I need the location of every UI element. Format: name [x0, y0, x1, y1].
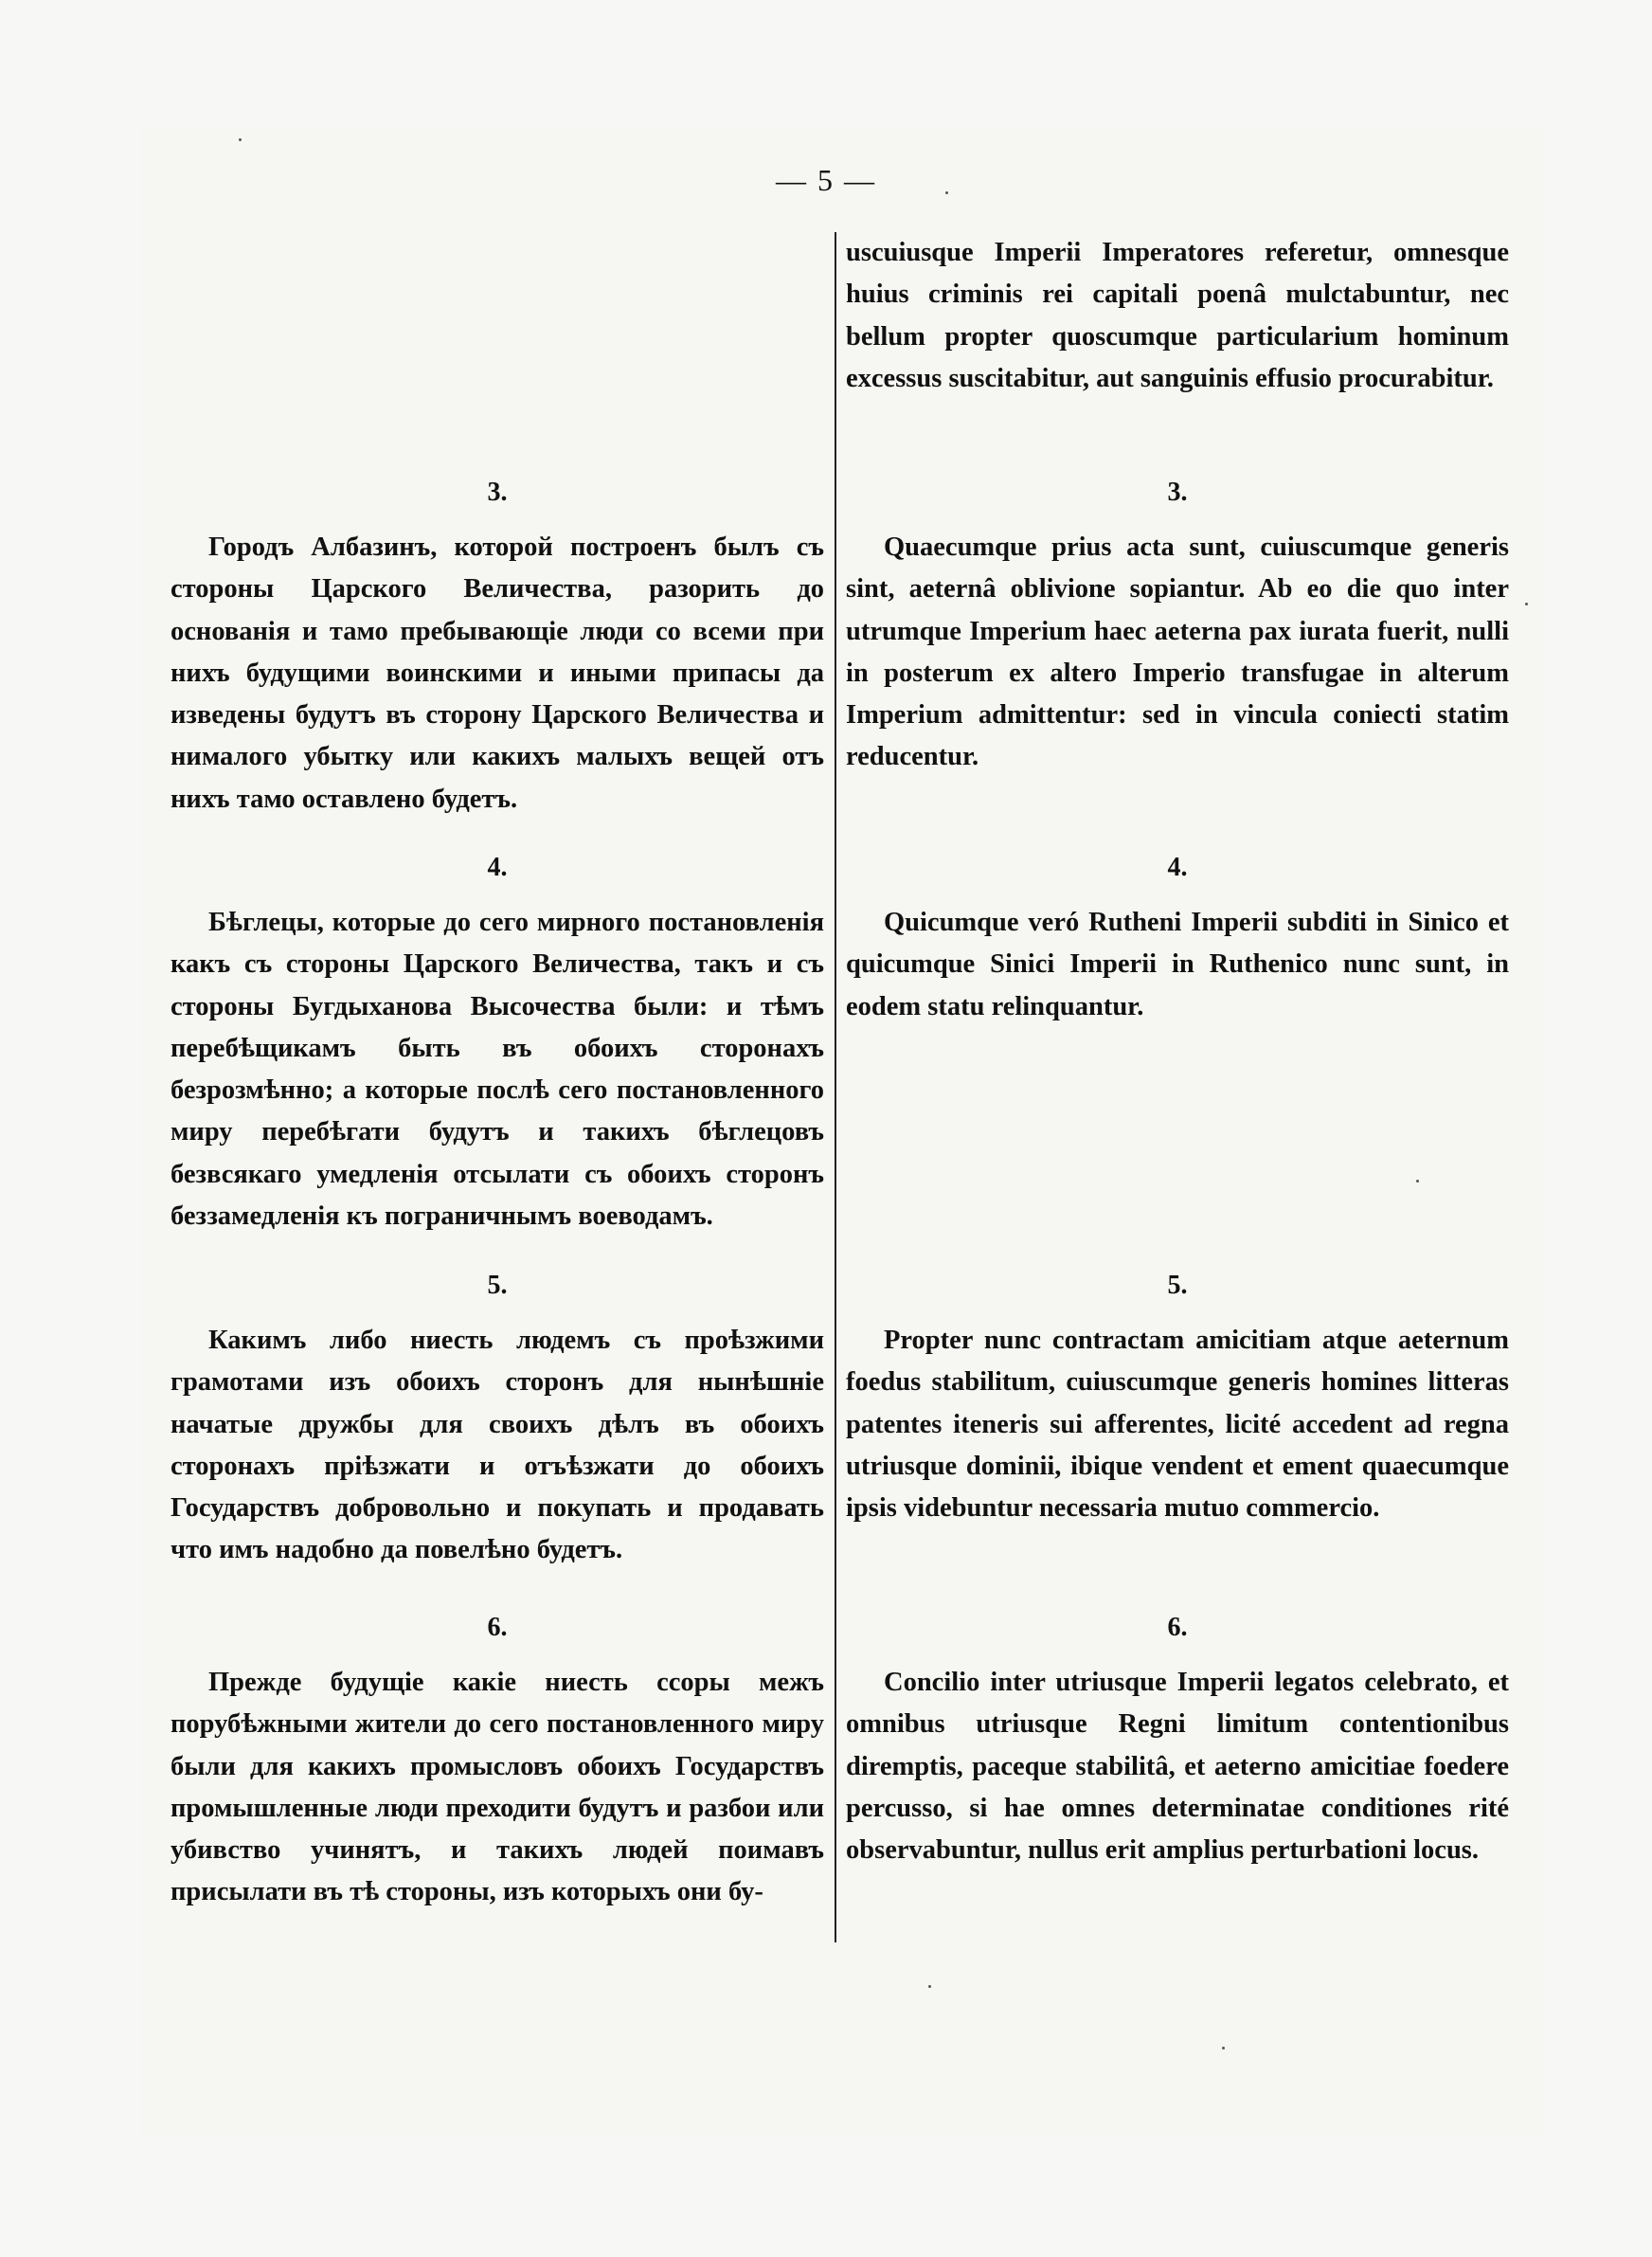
section-text: Concilio inter utriusque Imperii legatos celebrato, et omnibus utriusque Regni limitum contentionibus diremptis, paceque stabilitâ, et aeterno amicitiae foedere percusso, si hae omnes determinatae conditiones rité observabuntur, nullus erit amplius perturbationi locus. — [846, 1668, 1509, 1866]
scan-speck — [1525, 603, 1528, 605]
right-continuation — [846, 232, 1509, 400]
right-section-3 — [846, 472, 1509, 779]
section-number: 4. — [487, 853, 508, 882]
left-section-3 — [171, 472, 824, 821]
scan-speck — [1222, 2047, 1225, 2049]
left-section-5 — [171, 1265, 824, 1572]
section-text: Городъ Албазинъ, которой построенъ былъ съ стороны Царского Величества, разорить до основанія и тамо пребывающіе люди со всеми при нихъ будущими воинскими и иными припасы да изведены будутъ въ сторону Царского Величества и нималого убытку или какихъ малыхъ вещей отъ нихъ тамо оставлено будетъ. — [171, 533, 824, 814]
right-section-5 — [846, 1265, 1509, 1529]
section-text: Quaecumque prius acta sunt, cuiuscumque generis sint, aeternâ oblivione sopiantur. Ab eo die quo inter utrumque Imperium haec aeterna pax iurata fuerit, nulli in posterum ex altero Imperio transfugae in alterum Imperium admittentur: sed in vincula coniecti statim reducentur. — [846, 533, 1509, 772]
left-section-6 — [171, 1607, 824, 1914]
scan-speck — [945, 191, 948, 194]
section-text: Прежде будущіе какіе ниесть ссоры межъ порубѣжными жители до сего постановленного миру были для какихъ промысловъ обоихъ Государствъ промышленные люди преходити будутъ и разбои или убивство учинятъ, и такихъ людей поимавъ присылати въ тѣ стороны, изъ которыхъ они бу- — [171, 1668, 824, 1907]
section-text: Какимъ либо ниесть людемъ съ проѣзжими грамотами изъ обоихъ сторонъ для нынѣшніе начатые дружбы для своихъ дѣлъ въ обоихъ сторонахъ пріѣзжати и отъѣзжати до обоихъ Государствъ добровольно и покупать и продавать что имъ надобно да повелѣно будетъ. — [171, 1326, 824, 1565]
scan-speck — [239, 138, 242, 141]
left-section-4 — [171, 847, 824, 1237]
section-number: 6. — [487, 1613, 508, 1642]
column-divider — [835, 232, 836, 1942]
page-number: — 5 — — [776, 163, 876, 197]
section-text: Бѣглецы, которые до сего мирного постановленія какъ съ стороны Царского Величества, такъ и съ стороны Бугдыханова Высочества были: и тѣмъ перебѣщикамъ быть въ обоихъ сторонахъ безрозмѣнно; а которые послѣ сего постановленного миру перебѣгати будутъ и такихъ бѣглецовъ безвсякаго умедленія отсылати съ обоихъ сторонъ беззамедленія къ пограничнымъ воеводамъ. — [171, 908, 824, 1232]
scan-speck — [1416, 1180, 1419, 1183]
scan-speck — [928, 1985, 931, 1988]
section-text: Quicumque veró Rutheni Imperii subditi in Sinico et quicumque Sinici Imperii in Ruthenico nunc sunt, in eodem statu relinquantur. — [846, 908, 1509, 1021]
right-section-4 — [846, 847, 1509, 1028]
section-number: 5. — [1167, 1271, 1188, 1300]
section-number: 4. — [1167, 853, 1188, 882]
section-text: Propter nunc contractam amicitiam atque aeternum foedus stabilitum, cuiuscumque generis homines litteras patentes iteneris sui afferentes, licité accedent ad regna utriusque dominii, ibique vendent et ement quaecumque ipsis videbuntur necessaria mutuo commercio. — [846, 1326, 1509, 1524]
section-number: 3. — [487, 478, 508, 507]
right-section-6 — [846, 1607, 1509, 1871]
section-number: 5. — [487, 1271, 508, 1300]
section-number: 3. — [1167, 478, 1188, 507]
section-number: 6. — [1167, 1613, 1188, 1642]
continuation-text: uscuiusque Imperii Imperatores referetur, omnesque huius criminis rei capitali poenâ mulctabuntur, nec bellum propter quoscumque particularium hominum excessus suscitabitur, aut sanguinis effusio procurabitur. — [846, 238, 1509, 393]
